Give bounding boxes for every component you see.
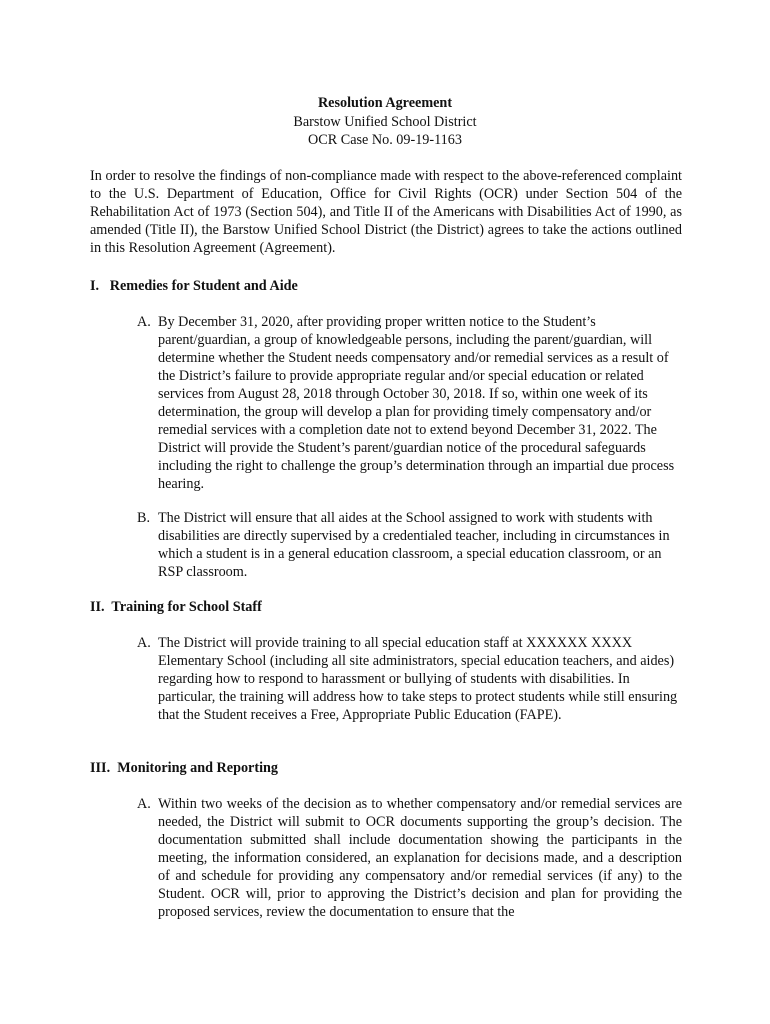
document-title: Resolution Agreement (317, 95, 453, 111)
item-text: The District will provide training to all special education staff at XXXXXX XXXX Elementary School (including all site administrators, special education teachers, and aides) regarding how to respond to harassment or bullying of students with disabilities. In particular, the training will address how to take steps to protect students while still ensuring that the Student receives a Free, Appropriate Public Education (FAPE). (158, 635, 678, 723)
item-text: By December 31, 2020, after providing proper written notice to the Student’s parent/guardian, a group of knowledgeable persons, including the parent/guardian, will determine whether the Student needs compensatory and/or remedial services as a result of the District’s failure to provide appropriate regular and/or special education or related services from August 28, 2018 through October 30, 2018. If so, within one week of its determination, the group will develop a plan for providing timely compensatory and/or remedial services with a completion date not to extend beyond December 31, 2022. The District will provide the Student’s parent/guardian notice of the procedural safeguards including the right to challenge the group’s determination through an impartial due process hearing. (158, 314, 675, 492)
list-item (137, 795, 682, 921)
list-item (137, 509, 682, 581)
section-heading-remedies: I. Remedies for Student and Aide (90, 278, 298, 294)
case-number: OCR Case No. 09-19-1163 (308, 132, 462, 148)
section-heading-training: II. Training for School Staff (90, 599, 262, 615)
district-name: Barstow Unified School District (293, 113, 477, 130)
item-marker: A. (137, 796, 151, 812)
document-header (0, 94, 770, 150)
item-text: The District will ensure that all aides at the School assigned to work with students with disabilities are directly supervised by a credentialed teacher, including in circumstances in which a student is in a general education classroom, a special education classroom, or an RSP classroom. (158, 510, 670, 580)
item-text: Within two weeks of the decision as to whether compensatory and/or remedial services are needed, the District will submit to OCR documents supporting the group’s decision. The documentation submitted shall include documentation showing the participants in the meeting, the information considered, an explanation for decisions made, and a description of and schedule for providing any compensatory and/or remedial services (if any) to the Student. OCR will, prior to approving the District’s decision and plan for providing the proposed services, review the documentation to ensure that the (158, 796, 682, 920)
list-item (137, 313, 682, 493)
list-item (137, 634, 682, 724)
intro-paragraph: In order to resolve the findings of non-compliance made with respect to the above-referenced complaint to the U.S. Department of Education, Office for Civil Rights (OCR) under Section 504 of the Rehabilitation Act of 1973 (Section 504), and Title II of the Americans with Disabilities Act of 1990, as amended (Title II), the Barstow Unified School District (the District) agrees to take the actions outlined in this Resolution Agreement (Agreement). (90, 168, 682, 256)
item-marker: A. (137, 635, 151, 651)
section-heading-monitoring: III. Monitoring and Reporting (90, 760, 279, 776)
item-marker: A. (137, 314, 151, 330)
item-marker: B. (137, 510, 151, 526)
